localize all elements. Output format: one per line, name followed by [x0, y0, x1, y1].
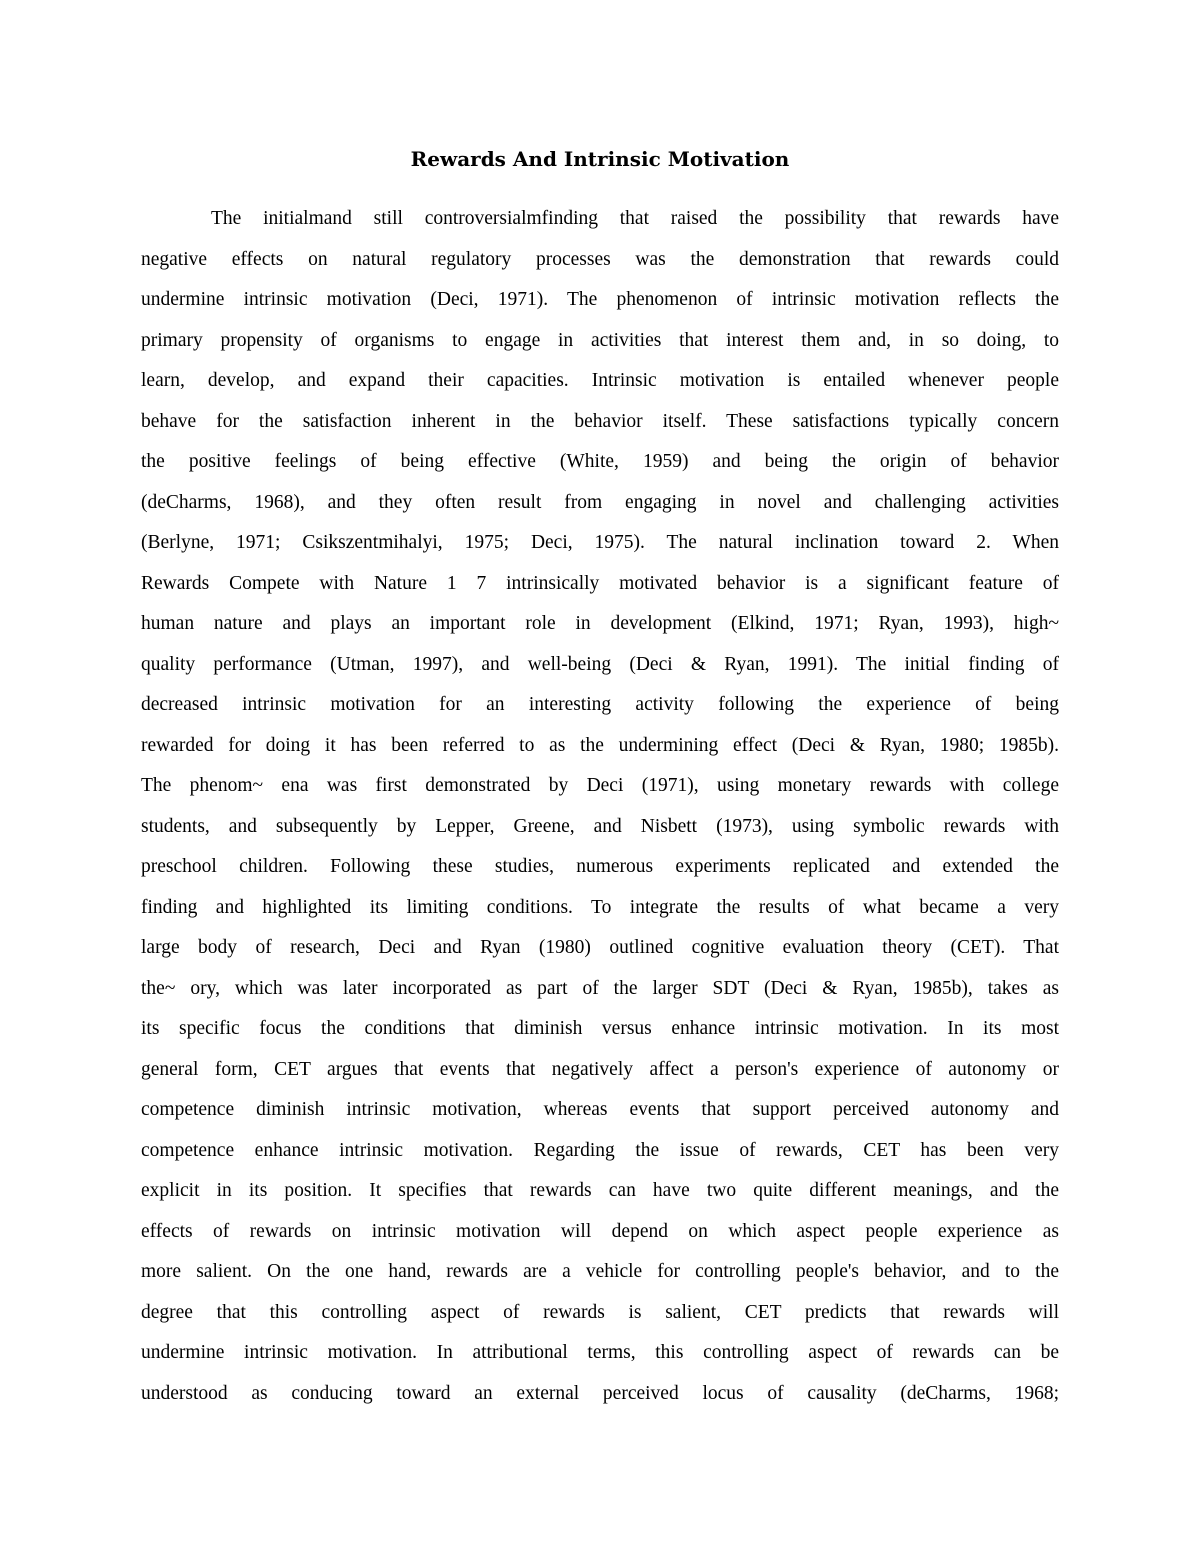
paragraph-line: finding and highlighted its limiting conditions. To integrate the results of what became a very [141, 896, 1059, 918]
paragraph-line: negative effects on natural regulatory processes was the demonstration that rewards could [141, 248, 1059, 270]
paragraph-line: degree that this controlling aspect of rewards is salient, CET predicts that rewards will [141, 1301, 1059, 1323]
paragraph-line: the~ ory, which was later incorporated as part of the larger SDT (Deci & Ryan, 1985b), takes as [141, 977, 1059, 999]
paragraph-line: learn, develop, and expand their capacities. Intrinsic motivation is entailed whenever people [141, 370, 1059, 391]
paragraph-line: primary propensity of organisms to engage in activities that interest them and, in so doing, to [141, 329, 1059, 351]
paragraph-line: human nature and plays an important role in development (Elkind, 1971; Ryan, 1993), high~ [141, 613, 1059, 634]
paragraph-line: its specific focus the conditions that diminish versus enhance intrinsic motivation. In its most [141, 1018, 1059, 1039]
paragraph-line: more salient. On the one hand, rewards are a vehicle for controlling people's behavior, and to the [141, 1261, 1059, 1282]
paragraph-line: understood as conducing toward an external perceived locus of causality (deCharms, 1968; [141, 1382, 1059, 1404]
paragraph-line: (deCharms, 1968), and they often result from engaging in novel and challenging activities [141, 491, 1059, 513]
paragraph-line: general form, CET argues that events that negatively affect a person's experience of autonomy or [141, 1058, 1059, 1080]
body-paragraph [141, 199, 1059, 1414]
paragraph-line: students, and subsequently by Lepper, Greene, and Nisbett (1973), using symbolic rewards with [141, 815, 1059, 837]
paragraph-line: undermine intrinsic motivation (Deci, 1971). The phenomenon of intrinsic motivation reflects the [141, 289, 1059, 310]
paragraph-line: The initialmand still controversialmfinding that raised the possibility that rewards have [211, 208, 1059, 229]
paragraph-line: The phenom~ ena was first demonstrated by Deci (1971), using monetary rewards with college [141, 775, 1059, 796]
paragraph-line: preschool children. Following these studies, numerous experiments replicated and extended the [141, 856, 1059, 877]
paragraph-line: Rewards Compete with Nature 1 7 intrinsically motivated behavior is a significant feature of [141, 572, 1059, 594]
paragraph-line: rewarded for doing it has been referred to as the undermining effect (Deci & Ryan, 1980; 1985b). [141, 734, 1059, 756]
paragraph-line: (Berlyne, 1971; Csikszentmihalyi, 1975; Deci, 1975). The natural inclination toward 2. When [141, 532, 1059, 553]
paragraph-line: large body of research, Deci and Ryan (1980) outlined cognitive evaluation theory (CET). That [141, 937, 1059, 958]
paragraph-line: competence diminish intrinsic motivation, whereas events that support perceived autonomy and [141, 1099, 1059, 1120]
paragraph-line: behave for the satisfaction inherent in the behavior itself. These satisfactions typically concern [141, 410, 1059, 432]
paragraph-line: competence enhance intrinsic motivation. Regarding the issue of rewards, CET has been very [141, 1139, 1059, 1161]
paragraph-line: undermine intrinsic motivation. In attributional terms, this controlling aspect of rewards can be [141, 1342, 1059, 1363]
document-title: Rewards And Intrinsic Motivation [410, 147, 790, 171]
paragraph-line: explicit in its position. It specifies that rewards can have two quite different meanings, and the [141, 1180, 1059, 1201]
paragraph-line: decreased intrinsic motivation for an interesting activity following the experience of being [141, 694, 1059, 715]
paragraph-line: the positive feelings of being effective (White, 1959) and being the origin of behavior [141, 451, 1059, 472]
paragraph-line: effects of rewards on intrinsic motivation will depend on which aspect people experience as [141, 1220, 1059, 1242]
paragraph-line: quality performance (Utman, 1997), and well-being (Deci & Ryan, 1991). The initial finding of [141, 653, 1059, 675]
